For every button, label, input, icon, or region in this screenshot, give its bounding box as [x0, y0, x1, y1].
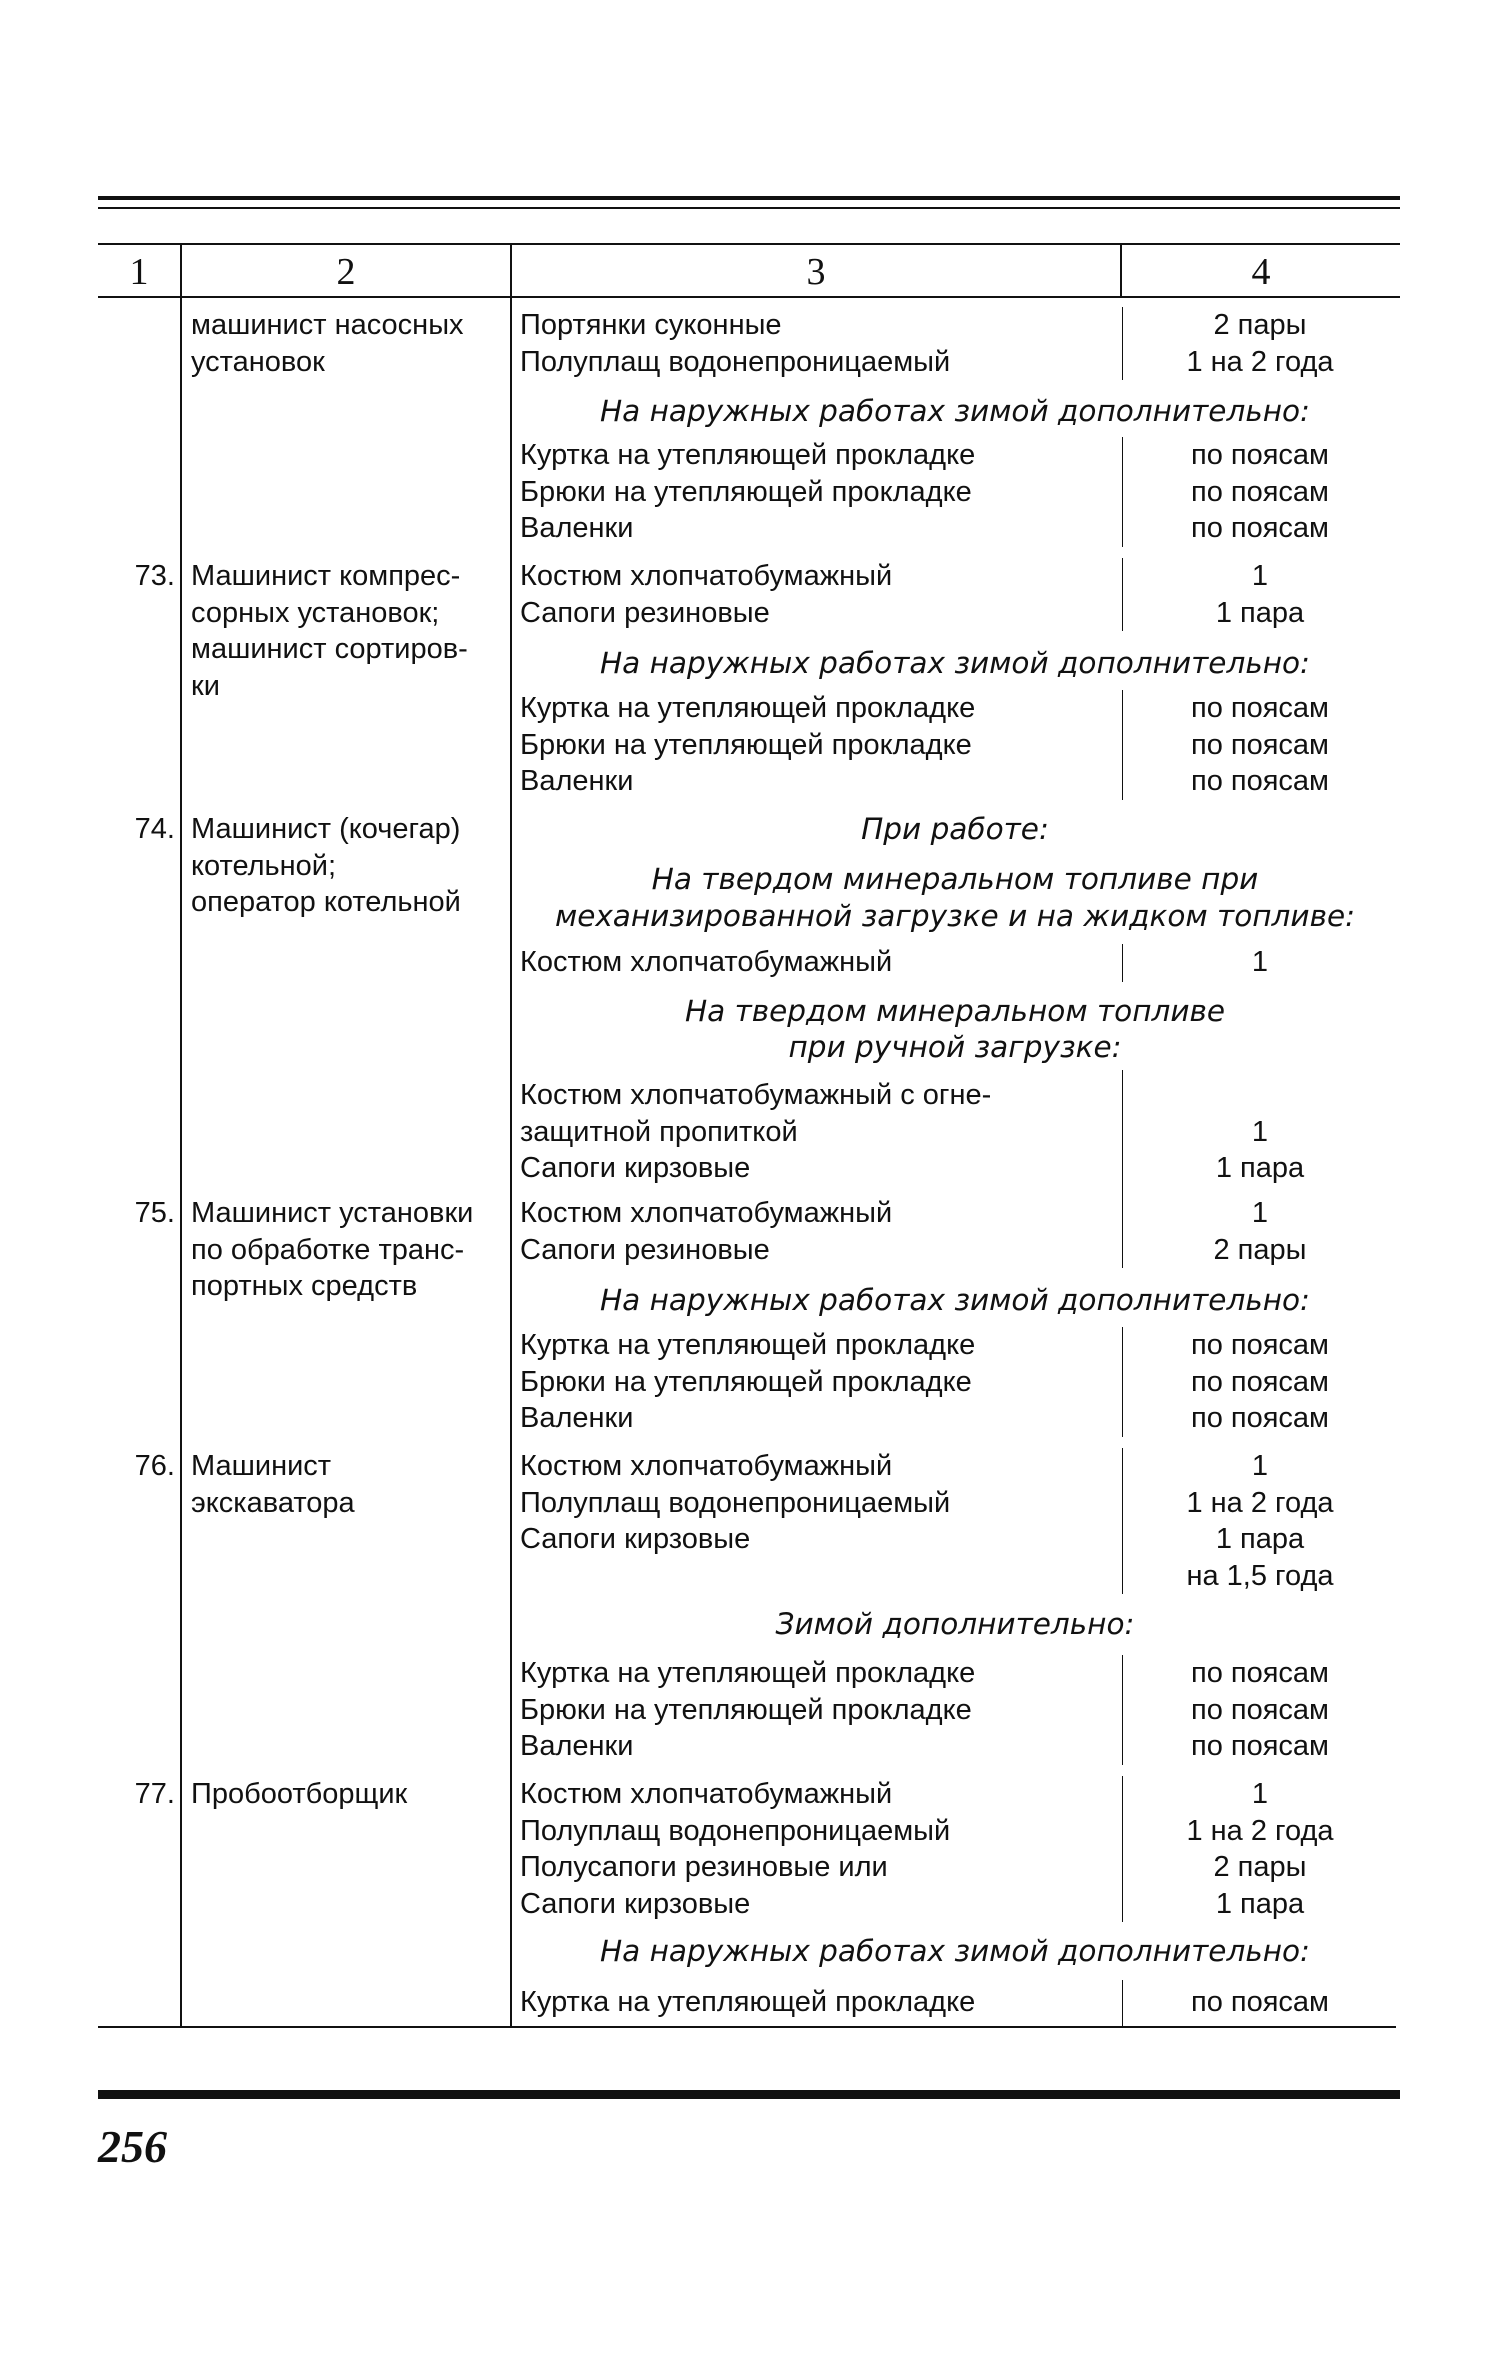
qty-cell: 1 1 пара	[1215, 560, 1305, 629]
column-divider-3-4	[1122, 1327, 1123, 1437]
row-number: 73.	[134, 560, 175, 592]
subheading: На твердом минеральном топливе	[684, 994, 1226, 1028]
column-header-3: 3	[806, 251, 826, 293]
subheading: На наружных работах зимой дополнительно:	[600, 646, 1310, 680]
column-header-4: 4	[1251, 251, 1271, 293]
items-cell: Куртка на утепляющей прокладке Брюки на утепляющей прокладке Валенки	[520, 1329, 976, 1434]
items-cell: Костюм хлопчатобумажный Сапоги резиновые	[520, 560, 893, 629]
items-cell: Костюм хлопчатобумажный Полуплащ водонепроницаемый Полусапоги резиновые или Сапоги кирзовые	[520, 1778, 951, 1920]
footer-rule	[98, 2090, 1400, 2099]
column-header-2: 2	[336, 251, 356, 293]
qty-cell: по поясам	[1191, 1986, 1329, 2018]
row-number: 76.	[134, 1450, 175, 1482]
qty-cell: 2 пары 1 на 2 года	[1186, 309, 1334, 378]
row-number: 77.	[134, 1778, 175, 1810]
row-number: 74.	[134, 813, 175, 845]
top-rule-thin	[98, 207, 1400, 209]
header-rule-top	[98, 243, 1400, 245]
column-divider-3-4	[1122, 944, 1123, 982]
column-divider-3-4	[1122, 1195, 1123, 1268]
qty-cell: 1 1 на 2 года 1 пара на 1,5 года	[1186, 1450, 1334, 1592]
column-divider-3-4	[1122, 1655, 1123, 1765]
subheading: На наружных работах зимой дополнительно:	[600, 1283, 1310, 1317]
column-divider-3-4	[1122, 437, 1123, 547]
qty-cell: по поясам по поясам по поясам	[1191, 439, 1329, 544]
items-cell: Куртка на утепляющей прокладке Брюки на утепляющей прокладке Валенки	[520, 439, 976, 544]
column-divider-3-4	[1122, 1448, 1123, 1594]
subheading: При работе:	[861, 812, 1049, 846]
column-divider-1-2	[180, 244, 182, 2027]
items-cell: Костюм хлопчатобумажный Полуплащ водонепроницаемый Сапоги кирзовые	[520, 1450, 951, 1555]
profession-cell: Машинист установки по обработке транс- портных средств	[191, 1197, 474, 1302]
page-number: 256	[98, 2121, 167, 2172]
items-cell: Костюм хлопчатобумажный с огне- защитной пропиткой Сапоги кирзовые	[520, 1079, 992, 1184]
column-divider-3-4	[1122, 1980, 1123, 2027]
column-divider-3-4	[1122, 307, 1123, 380]
subheading: механизированной загрузке и на жидком топливе:	[554, 899, 1356, 933]
qty-cell: 1 1 пара	[1215, 1115, 1305, 1184]
row-number: 75.	[134, 1197, 175, 1229]
items-cell: Портянки суконные Полуплащ водонепроницаемый	[520, 309, 951, 378]
column-divider-3-4	[1122, 1776, 1123, 1922]
items-cell: Куртка на утепляющей прокладке	[520, 1986, 976, 2018]
profession-cell: Машинист экскаватора	[191, 1450, 355, 1519]
subheading: На наружных работах зимой дополнительно:	[600, 1934, 1310, 1968]
profession-cell: Машинист компрес- сорных установок; машинист сортиров- ки	[191, 560, 468, 702]
column-divider-3-4	[1122, 690, 1123, 800]
profession-cell: машинист насосных установок	[191, 309, 464, 378]
qty-cell: 1	[1251, 946, 1269, 978]
column-divider-2-3	[510, 244, 512, 2027]
column-header-1: 1	[129, 251, 149, 293]
qty-cell: 1 1 на 2 года 2 пары 1 пара	[1186, 1778, 1334, 1920]
profession-cell: Машинист (кочегар) котельной; оператор котельной	[191, 813, 461, 918]
column-divider-3-4	[1122, 558, 1123, 631]
items-cell: Костюм хлопчатобумажный	[520, 946, 893, 978]
subheading: Зимой дополнительно:	[775, 1607, 1135, 1641]
header-rule-bottom	[98, 296, 1400, 298]
profession-cell: Пробоотборщик	[191, 1778, 408, 1810]
subheading: На твердом минеральном топливе при	[651, 862, 1259, 896]
qty-cell: по поясам по поясам по поясам	[1191, 1329, 1329, 1434]
column-divider-3-4	[1122, 1070, 1123, 1195]
qty-cell: по поясам по поясам по поясам	[1191, 1657, 1329, 1762]
table-bottom-rule	[98, 2026, 1396, 2028]
items-cell: Куртка на утепляющей прокладке Брюки на утепляющей прокладке Валенки	[520, 692, 976, 797]
items-cell: Куртка на утепляющей прокладке Брюки на утепляющей прокладке Валенки	[520, 1657, 976, 1762]
qty-cell: 1 2 пары	[1213, 1197, 1307, 1266]
items-cell: Костюм хлопчатобумажный Сапоги резиновые	[520, 1197, 893, 1266]
qty-cell: по поясам по поясам по поясам	[1191, 692, 1329, 797]
subheading: при ручной загрузке:	[788, 1030, 1122, 1064]
subheading: На наружных работах зимой дополнительно:	[600, 394, 1310, 428]
top-rule-thick	[98, 196, 1400, 200]
